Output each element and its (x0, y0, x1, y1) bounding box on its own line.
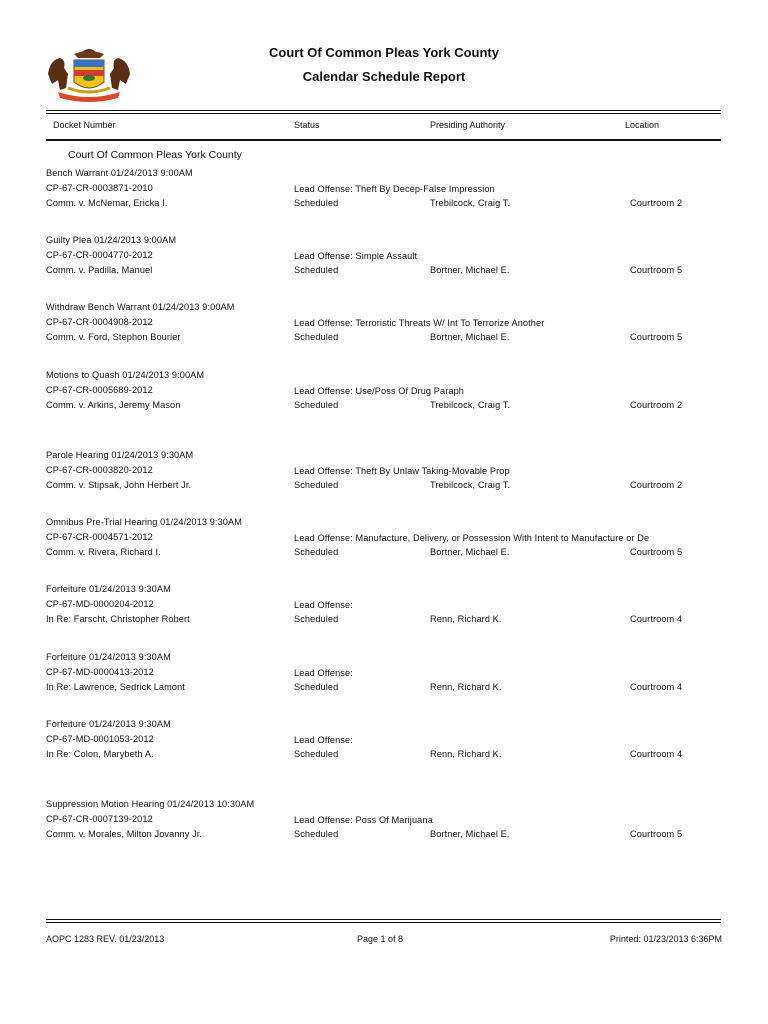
entry-presiding-authority: Bortner, Michael E. (430, 265, 510, 275)
entry-docket-number: CP-67-CR-0007139-2012 (46, 814, 153, 824)
entry-status: Scheduled (294, 332, 339, 342)
entry-lead-offense: Lead Offense: (294, 600, 353, 610)
entry-status: Scheduled (294, 480, 339, 490)
entry-lead-offense: Lead Offense: Theft By Unlaw Taking-Movable Prop (294, 466, 510, 476)
entry-presiding-authority: Trebilcock, Craig T. (430, 400, 511, 410)
entry-case-caption: Comm. v. Rivera, Richard I. (46, 547, 161, 557)
entry-event: Parole Hearing 01/24/2013 9:30AM (46, 450, 194, 460)
header-rule-top-double (46, 113, 721, 114)
header-rule-bottom (46, 139, 721, 141)
entry-status: Scheduled (294, 547, 339, 557)
entry-event: Motions to Quash 01/24/2013 9:00AM (46, 370, 205, 380)
entry-case-caption: In Re: Farscht, Christopher Robert (46, 614, 190, 624)
column-header-authority: Presiding Authority (430, 120, 506, 130)
entry-event: Bench Warrant 01/24/2013 9:00AM (46, 168, 193, 178)
entry-location: Courtroom 5 (630, 547, 683, 557)
entry-lead-offense: Lead Offense: Theft By Decep-False Impression (294, 184, 495, 194)
entry-case-caption: Comm. v. Ford, Stephon Bourier (46, 332, 181, 342)
entry-event: Forfeiture 01/24/2013 9:30AM (46, 584, 171, 594)
entry-location: Courtroom 4 (630, 749, 683, 759)
entry-docket-number: CP-67-CR-0004770-2012 (46, 250, 153, 260)
entry-docket-number: CP-67-CR-0005689-2012 (46, 385, 153, 395)
entry-lead-offense: Lead Offense: Terroristic Threats W/ Int To Terrorize Another (294, 318, 545, 328)
entry-status: Scheduled (294, 265, 339, 275)
column-header-status: Status (294, 120, 320, 130)
entry-case-caption: Comm. v. Morales, Milton Jovanny Jr. (46, 829, 203, 839)
entry-location: Courtroom 4 (630, 614, 683, 624)
entry-presiding-authority: Renn, Richard K. (430, 614, 502, 624)
entry-event: Guilty Plea 01/24/2013 9:00AM (46, 235, 177, 245)
group-heading: Court Of Common Pleas York County (68, 149, 242, 161)
entry-event: Forfeiture 01/24/2013 9:30AM (46, 719, 171, 729)
entry-event: Forfeiture 01/24/2013 9:30AM (46, 652, 171, 662)
entry-docket-number: CP-67-CR-0004571-2012 (46, 532, 153, 542)
footer-page-number: Page 1 of 8 (357, 934, 404, 944)
entry-status: Scheduled (294, 682, 339, 692)
entry-docket-number: CP-67-MD-0000204-2012 (46, 599, 154, 609)
entry-status: Scheduled (294, 749, 339, 759)
entry-status: Scheduled (294, 400, 339, 410)
entry-case-caption: Comm. v. Padilla, Manuel (46, 265, 153, 275)
entry-lead-offense: Lead Offense: (294, 668, 353, 678)
entry-presiding-authority: Trebilcock, Craig T. (430, 480, 511, 490)
entry-docket-number: CP-67-MD-0001053-2012 (46, 734, 154, 744)
entry-presiding-authority: Bortner, Michael E. (430, 332, 510, 342)
entry-docket-number: CP-67-MD-0000413-2012 (46, 667, 154, 677)
entry-event: Withdraw Bench Warrant 01/24/2013 9:00AM (46, 302, 235, 312)
entry-status: Scheduled (294, 829, 339, 839)
footer-printed-date: Printed: 01/23/2013 6:36PM (609, 934, 722, 944)
entry-location: Courtroom 5 (630, 265, 683, 275)
entry-location: Courtroom 5 (630, 332, 683, 342)
entry-presiding-authority: Trebilcock, Craig T. (430, 198, 511, 208)
entry-status: Scheduled (294, 198, 339, 208)
entry-case-caption: Comm. v. McNemar, Ericka I. (46, 198, 168, 208)
entry-lead-offense: Lead Offense: Manufacture, Delivery, or Possession With Intent to Manufacture or De (294, 533, 650, 543)
report-court-title: Court Of Common Pleas York County (269, 45, 499, 60)
entry-presiding-authority: Renn, Richard K. (430, 682, 502, 692)
entry-lead-offense: Lead Offense: Simple Assault (294, 251, 418, 261)
entry-case-caption: Comm. v. Arkins, Jeremy Mason (46, 400, 181, 410)
entry-event: Suppression Motion Hearing 01/24/2013 10:30AM (46, 799, 255, 809)
entry-presiding-authority: Bortner, Michael E. (430, 547, 510, 557)
header-rule-top (46, 110, 721, 111)
entry-event: Omnibus Pre-Trial Hearing 01/24/2013 9:30AM (46, 517, 242, 527)
report-title: Calendar Schedule Report (302, 69, 466, 84)
footer-rule-double (46, 922, 721, 923)
entry-presiding-authority: Renn, Richard K. (430, 749, 502, 759)
footer-rule (46, 919, 721, 920)
column-header-docket: Docket Number (53, 120, 116, 130)
entry-lead-offense: Lead Offense: (294, 735, 353, 745)
entry-case-caption: In Re: Colon, Marybeth A. (46, 749, 154, 759)
entry-location: Courtroom 4 (630, 682, 683, 692)
entry-case-caption: In Re: Lawrence, Sedrick Lamont (46, 682, 185, 692)
entry-location: Courtroom 2 (630, 480, 683, 490)
entry-status: Scheduled (294, 614, 339, 624)
entry-lead-offense: Lead Offense: Use/Poss Of Drug Paraph (294, 386, 465, 396)
entry-case-caption: Comm. v. Stipsak, John Herbert Jr. (46, 480, 192, 490)
footer-form-number: AOPC 1283 REV. 01/23/2013 (46, 934, 165, 944)
entry-location: Courtroom 2 (630, 198, 683, 208)
entry-location: Courtroom 2 (630, 400, 683, 410)
entry-lead-offense: Lead Offense: Poss Of Marijuana (294, 815, 433, 825)
entry-docket-number: CP-67-CR-0003820-2012 (46, 465, 153, 475)
entry-location: Courtroom 5 (630, 829, 683, 839)
column-header-location: Location (625, 120, 660, 130)
entry-presiding-authority: Bortner, Michael E. (430, 829, 510, 839)
entry-docket-number: CP-67-CR-0003871-2010 (46, 183, 153, 193)
entry-docket-number: CP-67-CR-0004908-2012 (46, 317, 153, 327)
